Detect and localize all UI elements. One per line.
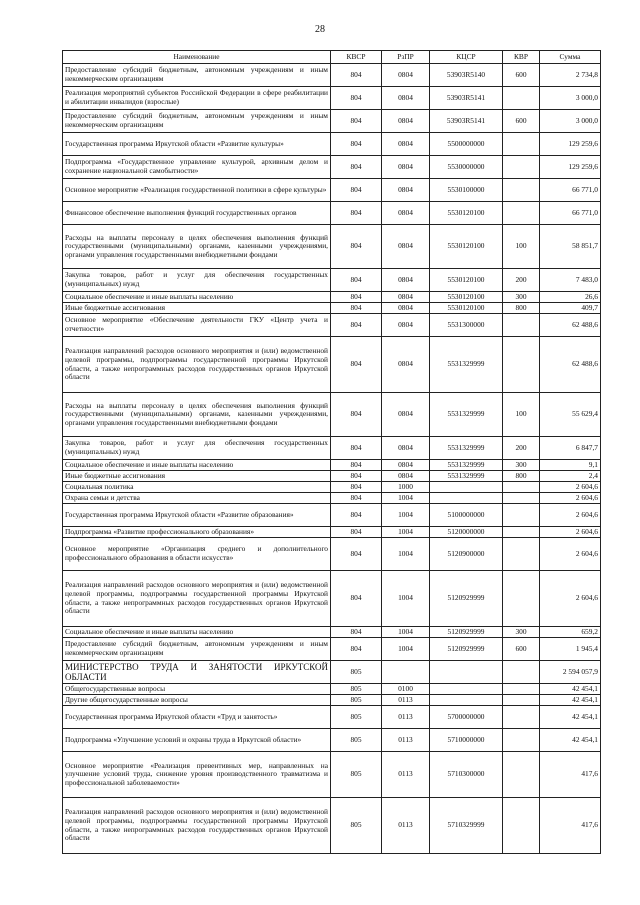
table-row bbox=[63, 571, 601, 627]
cell-kcsr: 53903R5140 bbox=[430, 64, 503, 87]
cell-kcsr: 5530120100 bbox=[430, 292, 503, 303]
cell-kvsr: 804 bbox=[331, 482, 382, 493]
cell-sum: 3 000,0 bbox=[540, 110, 601, 133]
table-row bbox=[63, 627, 601, 638]
cell-kvr bbox=[503, 538, 540, 571]
cell-name: Иные бюджетные ассигнования bbox=[63, 471, 331, 482]
cell-kvr bbox=[503, 571, 540, 627]
cell-kvsr: 804 bbox=[331, 179, 382, 202]
cell-rzpr: 0804 bbox=[382, 110, 430, 133]
cell-name: Основное мероприятие «Реализация превентивных мер, направленных на улучшение условий труда, снижение уровня производственного травматизма и профессиональной заболеваемости» bbox=[63, 752, 331, 798]
cell-kvsr: 805 bbox=[331, 706, 382, 729]
table-row bbox=[63, 729, 601, 752]
cell-kvr bbox=[503, 87, 540, 110]
cell-sum: 409,7 bbox=[540, 303, 601, 314]
cell-rzpr: 0113 bbox=[382, 798, 430, 854]
cell-kvr bbox=[503, 133, 540, 156]
cell-sum: 2,4 bbox=[540, 471, 601, 482]
header-name: Наименование bbox=[63, 51, 331, 64]
cell-kvsr: 805 bbox=[331, 661, 382, 684]
header-sum: Сумма bbox=[540, 51, 601, 64]
cell-kvr bbox=[503, 706, 540, 729]
cell-kcsr bbox=[430, 695, 503, 706]
cell-kcsr: 53903R5141 bbox=[430, 110, 503, 133]
cell-kvr bbox=[503, 527, 540, 538]
cell-sum: 6 847,7 bbox=[540, 437, 601, 460]
cell-kcsr: 5531329999 bbox=[430, 437, 503, 460]
cell-kvsr: 804 bbox=[331, 504, 382, 527]
table-row bbox=[63, 527, 601, 538]
table-row bbox=[63, 661, 601, 684]
table-row bbox=[63, 292, 601, 303]
cell-kvsr: 804 bbox=[331, 337, 382, 393]
table-header-row bbox=[63, 51, 601, 64]
cell-kcsr: 5500000000 bbox=[430, 133, 503, 156]
cell-rzpr: 0804 bbox=[382, 292, 430, 303]
cell-name: Охрана семьи и детства bbox=[63, 493, 331, 504]
cell-name: Иные бюджетные ассигнования bbox=[63, 303, 331, 314]
cell-kcsr: 5530120100 bbox=[430, 269, 503, 292]
cell-rzpr: 0804 bbox=[382, 87, 430, 110]
cell-rzpr: 0804 bbox=[382, 437, 430, 460]
table-row bbox=[63, 337, 601, 393]
cell-kvsr: 804 bbox=[331, 471, 382, 482]
cell-sum: 129 259,6 bbox=[540, 133, 601, 156]
cell-kcsr: 5120929999 bbox=[430, 638, 503, 661]
cell-rzpr: 1004 bbox=[382, 571, 430, 627]
cell-rzpr: 1004 bbox=[382, 638, 430, 661]
cell-kcsr: 5530100000 bbox=[430, 179, 503, 202]
cell-kvsr: 804 bbox=[331, 133, 382, 156]
cell-kvr bbox=[503, 729, 540, 752]
cell-kvsr: 804 bbox=[331, 303, 382, 314]
cell-rzpr: 0804 bbox=[382, 179, 430, 202]
cell-rzpr: 0113 bbox=[382, 729, 430, 752]
cell-sum: 55 629,4 bbox=[540, 393, 601, 437]
table-row bbox=[63, 202, 601, 225]
cell-kcsr: 5710300000 bbox=[430, 752, 503, 798]
cell-name: Расходы на выплаты персоналу в целях обеспечения выполнения функций государственными (муниципальными) органами, казенными учреждениями, органами управления государственными внебюджетными фондами bbox=[63, 393, 331, 437]
cell-kvr bbox=[503, 482, 540, 493]
cell-name: Расходы на выплаты персоналу в целях обеспечения выполнения функций государственными (муниципальными) органами, казенными учреждениями, органами управления государственными внебюджетными фондами bbox=[63, 225, 331, 269]
cell-kcsr: 5530120100 bbox=[430, 202, 503, 225]
cell-name: Государственная программа Иркутской области «Развитие образования» bbox=[63, 504, 331, 527]
cell-kcsr: 5531329999 bbox=[430, 393, 503, 437]
cell-rzpr: 0113 bbox=[382, 695, 430, 706]
table-row bbox=[63, 303, 601, 314]
cell-rzpr: 1004 bbox=[382, 493, 430, 504]
cell-kvsr: 804 bbox=[331, 202, 382, 225]
table-row bbox=[63, 638, 601, 661]
cell-rzpr: 1004 bbox=[382, 504, 430, 527]
cell-name: Реализация мероприятий субъектов Российской Федерации в сфере реабилитации и абилитации инвалидов (взрослые) bbox=[63, 87, 331, 110]
cell-kvsr: 804 bbox=[331, 225, 382, 269]
cell-sum: 417,6 bbox=[540, 752, 601, 798]
cell-kvr: 300 bbox=[503, 460, 540, 471]
page-number: 28 bbox=[315, 24, 325, 35]
table-row bbox=[63, 752, 601, 798]
table-row bbox=[63, 493, 601, 504]
cell-kcsr: 5120000000 bbox=[430, 527, 503, 538]
cell-kvsr: 805 bbox=[331, 798, 382, 854]
cell-sum: 659,2 bbox=[540, 627, 601, 638]
cell-kvsr: 805 bbox=[331, 729, 382, 752]
cell-kvsr: 804 bbox=[331, 627, 382, 638]
budget-table bbox=[62, 50, 601, 854]
cell-sum: 129 259,6 bbox=[540, 156, 601, 179]
cell-sum: 62 488,6 bbox=[540, 337, 601, 393]
cell-rzpr: 1004 bbox=[382, 538, 430, 571]
cell-name: Подпрограмма «Развитие профессионального образования» bbox=[63, 527, 331, 538]
cell-rzpr: 0804 bbox=[382, 337, 430, 393]
cell-kcsr bbox=[430, 661, 503, 684]
table-row bbox=[63, 225, 601, 269]
cell-sum: 2 594 057,9 bbox=[540, 661, 601, 684]
cell-kvsr: 804 bbox=[331, 156, 382, 179]
cell-name: Подпрограмма «Улучшение условий и охраны труда в Иркутской области» bbox=[63, 729, 331, 752]
cell-kvsr: 804 bbox=[331, 538, 382, 571]
cell-kcsr: 5531329999 bbox=[430, 460, 503, 471]
cell-sum: 2 604,6 bbox=[540, 527, 601, 538]
table-row bbox=[63, 179, 601, 202]
table-row bbox=[63, 393, 601, 437]
header-kcsr: КЦСР bbox=[430, 51, 503, 64]
cell-sum: 3 000,0 bbox=[540, 87, 601, 110]
table-row bbox=[63, 314, 601, 337]
table-row bbox=[63, 110, 601, 133]
cell-kcsr bbox=[430, 684, 503, 695]
cell-kvsr: 805 bbox=[331, 684, 382, 695]
table-row bbox=[63, 64, 601, 87]
cell-name: Социальная политика bbox=[63, 482, 331, 493]
cell-rzpr: 0804 bbox=[382, 393, 430, 437]
cell-name: Государственная программа Иркутской области «Развитие культуры» bbox=[63, 133, 331, 156]
cell-kvsr: 804 bbox=[331, 527, 382, 538]
cell-rzpr bbox=[382, 661, 430, 684]
cell-name: Социальное обеспечение и иные выплаты населению bbox=[63, 460, 331, 471]
table-row bbox=[63, 437, 601, 460]
table-row bbox=[63, 482, 601, 493]
cell-kcsr: 5531329999 bbox=[430, 337, 503, 393]
table-row bbox=[63, 460, 601, 471]
cell-rzpr: 0804 bbox=[382, 460, 430, 471]
cell-kvr bbox=[503, 504, 540, 527]
cell-name: МИНИСТЕРСТВО ТРУДА И ЗАНЯТОСТИ ИРКУТСКОЙ ОБЛАСТИ bbox=[63, 661, 331, 684]
cell-kvsr: 804 bbox=[331, 87, 382, 110]
cell-rzpr: 0113 bbox=[382, 752, 430, 798]
cell-kvr: 200 bbox=[503, 437, 540, 460]
cell-kvr bbox=[503, 752, 540, 798]
cell-rzpr: 0100 bbox=[382, 684, 430, 695]
table-row bbox=[63, 87, 601, 110]
cell-kcsr: 53903R5141 bbox=[430, 87, 503, 110]
cell-kcsr: 5120929999 bbox=[430, 627, 503, 638]
cell-sum: 2 604,6 bbox=[540, 493, 601, 504]
cell-kvr bbox=[503, 695, 540, 706]
cell-kcsr: 5120929999 bbox=[430, 571, 503, 627]
cell-kvr: 300 bbox=[503, 292, 540, 303]
cell-kvr bbox=[503, 661, 540, 684]
cell-kvr: 200 bbox=[503, 269, 540, 292]
cell-sum: 42 454,1 bbox=[540, 706, 601, 729]
table-body bbox=[63, 64, 601, 854]
cell-name: Подпрограмма «Государственное управление культурой, архивным делом и сохранение национальной самобытности» bbox=[63, 156, 331, 179]
cell-kcsr: 5531300000 bbox=[430, 314, 503, 337]
cell-sum: 2 604,6 bbox=[540, 538, 601, 571]
cell-rzpr: 0804 bbox=[382, 64, 430, 87]
cell-name: Закупка товаров, работ и услуг для обеспечения государственных (муниципальных) нужд bbox=[63, 437, 331, 460]
cell-rzpr: 1004 bbox=[382, 527, 430, 538]
cell-kvsr: 805 bbox=[331, 752, 382, 798]
cell-kcsr: 5530120100 bbox=[430, 303, 503, 314]
table-row bbox=[63, 269, 601, 292]
cell-kvsr: 804 bbox=[331, 393, 382, 437]
cell-name: Реализация направлений расходов основного мероприятия и (или) ведомственной целевой программы, подпрограммы государственной программы Иркутской области, а также непрограммных расходов государственных органов Иркутской области bbox=[63, 798, 331, 854]
cell-name: Основное мероприятие «Организация среднего и дополнительного профессионального образования в области искусств» bbox=[63, 538, 331, 571]
header-kvsr: КВСР bbox=[331, 51, 382, 64]
cell-sum: 1 945,4 bbox=[540, 638, 601, 661]
cell-name: Государственная программа Иркутской области «Труд и занятость» bbox=[63, 706, 331, 729]
cell-kcsr: 5700000000 bbox=[430, 706, 503, 729]
cell-kvr bbox=[503, 202, 540, 225]
cell-sum: 26,6 bbox=[540, 292, 601, 303]
cell-rzpr: 0804 bbox=[382, 202, 430, 225]
cell-kvsr: 804 bbox=[331, 437, 382, 460]
cell-sum: 9,1 bbox=[540, 460, 601, 471]
cell-sum: 58 851,7 bbox=[540, 225, 601, 269]
cell-kvr bbox=[503, 493, 540, 504]
cell-sum: 42 454,1 bbox=[540, 695, 601, 706]
table-row bbox=[63, 504, 601, 527]
cell-sum: 2 604,6 bbox=[540, 504, 601, 527]
cell-sum: 66 771,0 bbox=[540, 202, 601, 225]
cell-kvr: 600 bbox=[503, 110, 540, 133]
table-row bbox=[63, 798, 601, 854]
cell-rzpr: 1000 bbox=[382, 482, 430, 493]
cell-name: Социальное обеспечение и иные выплаты населению bbox=[63, 627, 331, 638]
cell-sum: 62 488,6 bbox=[540, 314, 601, 337]
cell-kcsr: 5531329999 bbox=[430, 471, 503, 482]
cell-name: Предоставление субсидий бюджетным, автономным учреждениям и иным некоммерческим организациям bbox=[63, 638, 331, 661]
cell-kvsr: 804 bbox=[331, 269, 382, 292]
cell-kvr bbox=[503, 337, 540, 393]
cell-name: Предоставление субсидий бюджетным, автономным учреждениям и иным некоммерческим организациям bbox=[63, 110, 331, 133]
cell-kvsr: 804 bbox=[331, 638, 382, 661]
cell-name: Социальное обеспечение и иные выплаты населению bbox=[63, 292, 331, 303]
cell-name: Основное мероприятие «Реализация государственной политики в сфере культуры» bbox=[63, 179, 331, 202]
cell-kvsr: 804 bbox=[331, 493, 382, 504]
table-row bbox=[63, 695, 601, 706]
cell-rzpr: 0804 bbox=[382, 133, 430, 156]
cell-kvr bbox=[503, 179, 540, 202]
cell-sum: 2 734,8 bbox=[540, 64, 601, 87]
cell-kvr bbox=[503, 684, 540, 695]
cell-rzpr: 1004 bbox=[382, 627, 430, 638]
cell-kvr bbox=[503, 798, 540, 854]
cell-kcsr: 5120900000 bbox=[430, 538, 503, 571]
cell-sum: 7 483,0 bbox=[540, 269, 601, 292]
table-row bbox=[63, 471, 601, 482]
cell-kvr: 800 bbox=[503, 303, 540, 314]
cell-kvr: 100 bbox=[503, 225, 540, 269]
cell-kvsr: 804 bbox=[331, 460, 382, 471]
cell-kvsr: 804 bbox=[331, 571, 382, 627]
cell-sum: 42 454,1 bbox=[540, 729, 601, 752]
cell-name: Финансовое обеспечение выполнения функций государственных органов bbox=[63, 202, 331, 225]
cell-rzpr: 0804 bbox=[382, 156, 430, 179]
cell-kvr: 600 bbox=[503, 638, 540, 661]
cell-kvr bbox=[503, 156, 540, 179]
cell-kcsr: 5530120100 bbox=[430, 225, 503, 269]
cell-kvsr: 804 bbox=[331, 314, 382, 337]
cell-kcsr: 5530000000 bbox=[430, 156, 503, 179]
table-row bbox=[63, 684, 601, 695]
table-row bbox=[63, 538, 601, 571]
cell-name: Предоставление субсидий бюджетным, автономным учреждениям и иным некоммерческим организациям bbox=[63, 64, 331, 87]
cell-kvsr: 804 bbox=[331, 292, 382, 303]
cell-kcsr: 5100000000 bbox=[430, 504, 503, 527]
cell-kvr: 800 bbox=[503, 471, 540, 482]
cell-name: Другие общегосударственные вопросы bbox=[63, 695, 331, 706]
cell-rzpr: 0804 bbox=[382, 314, 430, 337]
cell-rzpr: 0804 bbox=[382, 225, 430, 269]
table-row bbox=[63, 156, 601, 179]
header-kvr: КВР bbox=[503, 51, 540, 64]
cell-name: Общегосударственные вопросы bbox=[63, 684, 331, 695]
cell-rzpr: 0113 bbox=[382, 706, 430, 729]
cell-name: Реализация направлений расходов основного мероприятия и (или) ведомственной целевой программы, подпрограммы государственной программы Иркутской области, а также непрограммных расходов государственных органов Иркутской области bbox=[63, 337, 331, 393]
cell-kvsr: 804 bbox=[331, 110, 382, 133]
table-row bbox=[63, 133, 601, 156]
cell-sum: 417,6 bbox=[540, 798, 601, 854]
cell-sum: 66 771,0 bbox=[540, 179, 601, 202]
cell-kvr: 600 bbox=[503, 64, 540, 87]
cell-name: Реализация направлений расходов основного мероприятия и (или) ведомственной целевой программы, подпрограммы государственной программы Иркутской области, а также непрограммных расходов государственных органов Иркутской области bbox=[63, 571, 331, 627]
cell-kcsr bbox=[430, 482, 503, 493]
cell-name: Основное мероприятие «Обеспечение деятельности ГКУ «Центр учета и отчетности» bbox=[63, 314, 331, 337]
cell-kcsr: 5710000000 bbox=[430, 729, 503, 752]
cell-rzpr: 0804 bbox=[382, 471, 430, 482]
cell-kvsr: 804 bbox=[331, 64, 382, 87]
table-row bbox=[63, 706, 601, 729]
cell-sum: 2 604,6 bbox=[540, 482, 601, 493]
cell-kcsr bbox=[430, 493, 503, 504]
cell-kvr bbox=[503, 314, 540, 337]
cell-rzpr: 0804 bbox=[382, 269, 430, 292]
cell-kvr: 300 bbox=[503, 627, 540, 638]
cell-sum: 42 454,1 bbox=[540, 684, 601, 695]
cell-name: Закупка товаров, работ и услуг для обеспечения государственных (муниципальных) нужд bbox=[63, 269, 331, 292]
cell-kcsr: 5710329999 bbox=[430, 798, 503, 854]
header-rzpr: РзПР bbox=[382, 51, 430, 64]
cell-kvsr: 805 bbox=[331, 695, 382, 706]
cell-kvr: 100 bbox=[503, 393, 540, 437]
cell-rzpr: 0804 bbox=[382, 303, 430, 314]
cell-sum: 2 604,6 bbox=[540, 571, 601, 627]
